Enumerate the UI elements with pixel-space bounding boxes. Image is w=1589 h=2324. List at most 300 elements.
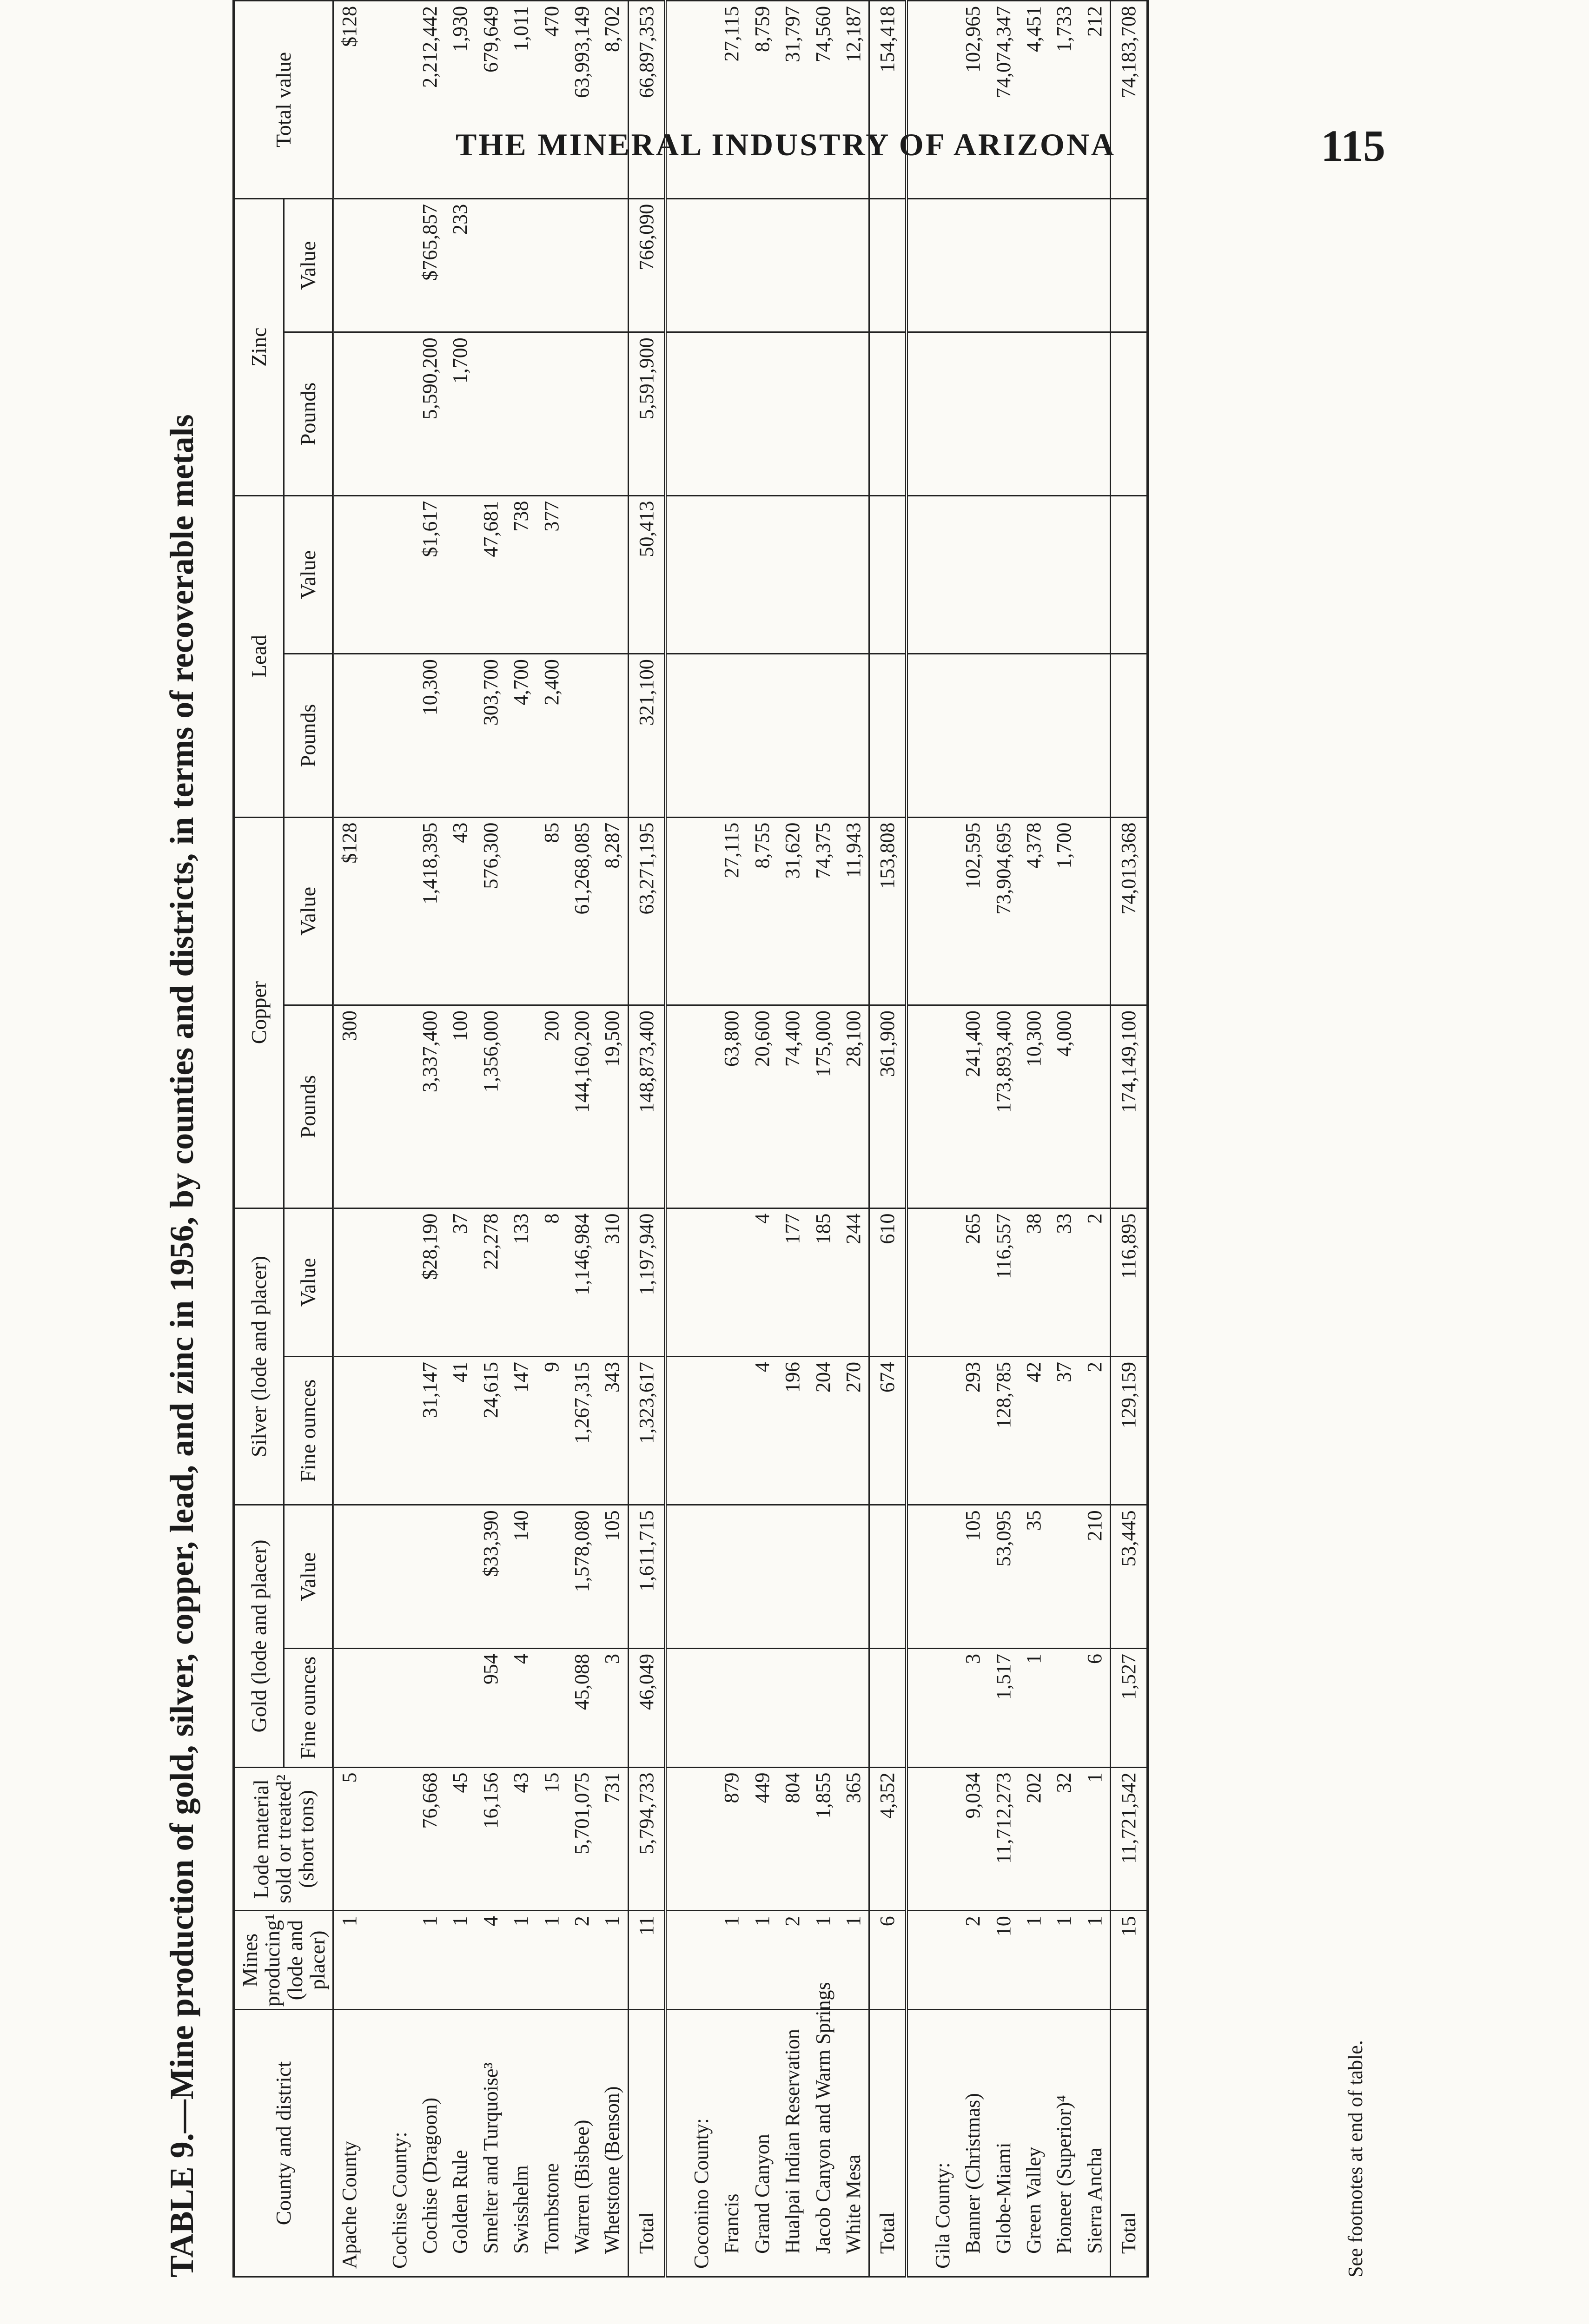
table-cell: 1 [747, 1911, 777, 2010]
table-cell: 35 [1019, 1505, 1049, 1649]
table-cell: 11,721,542 [1111, 1767, 1148, 1911]
table-cell [686, 1505, 716, 1649]
table-cell [333, 1649, 365, 1767]
table-cell: 2 [958, 1911, 988, 2010]
table-cell: 1,418,395 [415, 817, 445, 1005]
table-cell: 1,611,715 [628, 1505, 665, 1649]
col-county-header: County and district [234, 2010, 333, 2277]
row-label: Warren (Bisbee) [567, 2010, 597, 2277]
table-cell [686, 332, 716, 495]
table-cell [927, 495, 958, 654]
table-cell [988, 495, 1019, 654]
table-cell [958, 495, 988, 654]
table-cell: 1 [1079, 1767, 1111, 1911]
table-cell: 128,785 [988, 1356, 1019, 1505]
table-cell: $765,857 [415, 198, 445, 332]
table-row [597, 1, 628, 2277]
table-cell: 20,600 [747, 1005, 777, 1208]
table-title: TABLE 9.—Mine production of gold, silver, copper, lead, and zinc in 1956, by counties and districts, in terms of recoverable metals [163, 414, 200, 2278]
table-cell: 15 [536, 1767, 567, 1911]
table-cell [927, 332, 958, 495]
table-cell: 1,517 [988, 1649, 1019, 1767]
table-cell [1049, 1649, 1079, 1767]
table-cell [808, 654, 838, 817]
table-cell: 102,595 [958, 817, 988, 1005]
table-cell: 85 [536, 817, 567, 1005]
table-cell [1049, 1505, 1079, 1649]
table-cell [1019, 654, 1049, 817]
table-cell: 22,278 [476, 1208, 506, 1356]
row-label: Banner (Christmas) [958, 2010, 988, 2277]
table-cell: 377 [536, 495, 567, 654]
table-cell: 50,413 [628, 495, 665, 654]
table-row [445, 1, 475, 2277]
table-cell: 12,187 [838, 1, 869, 199]
table-cell: 879 [716, 1767, 747, 1911]
table-cell: 2 [567, 1911, 597, 2010]
row-label: Swisshelm [506, 2010, 536, 2277]
table-cell: 2 [777, 1911, 808, 2010]
table-cell [777, 198, 808, 332]
table-cell: 343 [597, 1356, 628, 1505]
gold-ounces-header: Fine ounces [284, 1649, 333, 1767]
table-cell: $28,190 [415, 1208, 445, 1356]
table-cell [536, 332, 567, 495]
table-cell [747, 495, 777, 654]
table-cell: 4 [747, 1208, 777, 1356]
table-cell: 47,681 [476, 495, 506, 654]
table-cell: 4,000 [1049, 1005, 1079, 1208]
table-cell: 1,011 [506, 1, 536, 199]
table-cell [958, 654, 988, 817]
table-cell [567, 198, 597, 332]
table-cell: 63,800 [716, 1005, 747, 1208]
table-row [567, 1, 597, 2277]
table-row [808, 1, 838, 2277]
table-cell: 1,855 [808, 1767, 838, 1911]
table-cell: 576,300 [476, 817, 506, 1005]
table-cell [838, 654, 869, 817]
table-cell [869, 654, 907, 817]
row-label: Tombstone [536, 2010, 567, 2277]
table-cell: 5 [333, 1767, 365, 1911]
table-cell [869, 198, 907, 332]
table-cell [747, 1505, 777, 1649]
table-cell [777, 332, 808, 495]
table-cell [536, 198, 567, 332]
table-cell [808, 1649, 838, 1767]
table-cell [716, 198, 747, 332]
table-cell [747, 654, 777, 817]
table-cell: 1 [1079, 1911, 1111, 2010]
table-cell [808, 495, 838, 654]
row-label: Total [628, 2010, 665, 2277]
table-cell: 177 [777, 1208, 808, 1356]
table-cell: 43 [506, 1767, 536, 1911]
table-cell: 45 [445, 1767, 475, 1911]
table-cell: 15 [1111, 1911, 1148, 2010]
table-cell [869, 495, 907, 654]
table-cell [686, 198, 716, 332]
table-cell: 1,323,617 [628, 1356, 665, 1505]
zinc-pounds-header: Pounds [284, 332, 333, 495]
table-cell [384, 1649, 415, 1767]
table-cell: 153,808 [869, 817, 907, 1005]
table-cell: 2,400 [536, 654, 567, 817]
table-cell: 1,733 [1049, 1, 1079, 199]
table-cell: 42 [1019, 1356, 1049, 1505]
table-cell [777, 495, 808, 654]
table-cell [333, 495, 365, 654]
table-cell [808, 332, 838, 495]
table-cell: 674 [869, 1356, 907, 1505]
table-cell [445, 495, 475, 654]
table-cell: 1,700 [445, 332, 475, 495]
table-cell [777, 654, 808, 817]
table-cell [384, 654, 415, 817]
table-cell [1079, 1005, 1111, 1208]
table-row [988, 1, 1019, 2277]
table-cell [567, 654, 597, 817]
table-cell [1049, 495, 1079, 654]
col-zinc-header: Zinc [234, 198, 284, 495]
table-cell: 1 [838, 1911, 869, 2010]
row-label: Sierra Ancha [1079, 2010, 1111, 2277]
table-cell: 45,088 [567, 1649, 597, 1767]
table-cell [838, 1649, 869, 1767]
table-cell [716, 1208, 747, 1356]
rotated-table-block [163, 0, 1395, 2278]
table-row [1049, 1, 1079, 2277]
row-label: Whetstone (Benson) [597, 2010, 628, 2277]
table-cell: 212 [1079, 1, 1111, 199]
table-cell [384, 1911, 415, 2010]
table-cell [958, 332, 988, 495]
table-cell [333, 1356, 365, 1505]
table-cell: 196 [777, 1356, 808, 1505]
table-cell [333, 1208, 365, 1356]
table-cell [597, 332, 628, 495]
table-cell: 9 [536, 1356, 567, 1505]
table-cell: 2 [1079, 1356, 1111, 1505]
table-cell [686, 1767, 716, 1911]
table-row [838, 1, 869, 2277]
table-cell: 11,712,273 [988, 1767, 1019, 1911]
row-label: Total [1111, 2010, 1148, 2277]
table-cell: 5,590,200 [415, 332, 445, 495]
table-cell: 1,700 [1049, 817, 1079, 1005]
table-cell: 1 [445, 1911, 475, 2010]
col-total-value-header: Total value [234, 1, 333, 199]
table-cell: 102,965 [958, 1, 988, 199]
table-cell [869, 1505, 907, 1649]
table-cell [716, 1505, 747, 1649]
table-row [958, 1, 988, 2277]
table-cell: 4,700 [506, 654, 536, 817]
table-row [333, 1, 365, 2277]
table-cell: 1 [1019, 1911, 1049, 2010]
table-cell: 1 [536, 1911, 567, 2010]
table-cell [597, 198, 628, 332]
table-cell: 74,183,708 [1111, 1, 1148, 199]
table-cell: 365 [838, 1767, 869, 1911]
table-cell [506, 1005, 536, 1208]
total-row [628, 1, 665, 2277]
table-cell [1111, 495, 1148, 654]
table-cell: 74,074,347 [988, 1, 1019, 199]
spacer-row [907, 1, 927, 2277]
row-label: Grand Canyon [747, 2010, 777, 2277]
table-cell [567, 495, 597, 654]
table-cell: 361,900 [869, 1005, 907, 1208]
table-cell [988, 332, 1019, 495]
row-label: Total [869, 2010, 907, 2277]
table-cell: 100 [445, 1005, 475, 1208]
table-row [716, 1, 747, 2277]
table-cell [927, 1, 958, 199]
table-cell: 63,993,149 [567, 1, 597, 199]
table-cell [384, 495, 415, 654]
table-cell: 4,378 [1019, 817, 1049, 1005]
table-cell [506, 817, 536, 1005]
col-gold-header: Gold (lode and placer) [234, 1505, 284, 1767]
table-cell: 28,100 [838, 1005, 869, 1208]
table-cell [1019, 332, 1049, 495]
table-cell [333, 1505, 365, 1649]
table-cell: 11,943 [838, 817, 869, 1005]
table-cell: 74,013,368 [1111, 817, 1148, 1005]
row-label: Globe-Miami [988, 2010, 1019, 2277]
table-cell [869, 1649, 907, 1767]
table-cell [927, 1208, 958, 1356]
table-cell [445, 1649, 475, 1767]
gold-value-header: Value [284, 1505, 333, 1649]
table-cell [384, 1767, 415, 1911]
table-cell: 210 [1079, 1505, 1111, 1649]
table-cell: 185 [808, 1208, 838, 1356]
table-cell: 1 [333, 1911, 365, 2010]
table-cell [716, 654, 747, 817]
table-cell: 3 [958, 1649, 988, 1767]
row-label: Golden Rule [445, 2010, 475, 2277]
table-cell: 2 [1079, 1208, 1111, 1356]
row-label: Cochise County: [384, 2010, 415, 2277]
table-cell [927, 1767, 958, 1911]
table-cell: 74,400 [777, 1005, 808, 1208]
table-cell: 116,557 [988, 1208, 1019, 1356]
table-row [927, 1, 958, 2277]
table-cell: 610 [869, 1208, 907, 1356]
table-cell: 4,352 [869, 1767, 907, 1911]
table-cell [1111, 654, 1148, 817]
table-cell [869, 332, 907, 495]
table-cell: 4 [747, 1356, 777, 1505]
table-cell: 16,156 [476, 1767, 506, 1911]
row-label: Apache County [333, 2010, 365, 2277]
col-silver-header: Silver (lode and placer) [234, 1208, 284, 1505]
table-cell [333, 198, 365, 332]
table-cell: 241,400 [958, 1005, 988, 1208]
copper-pounds-header: Pounds [284, 1005, 333, 1208]
table-cell: 244 [838, 1208, 869, 1356]
table-row [1019, 1, 1049, 2277]
table-cell [415, 1505, 445, 1649]
table-cell: 105 [958, 1505, 988, 1649]
table-cell: 303,700 [476, 654, 506, 817]
col-copper-header: Copper [234, 817, 284, 1208]
table-cell: 10,300 [1019, 1005, 1049, 1208]
col-lode-header: Lode material sold or treated² (short tons) [234, 1767, 333, 1911]
table-cell: 766,090 [628, 198, 665, 332]
table-cell [506, 332, 536, 495]
table-cell [988, 654, 1019, 817]
table-cell: 233 [445, 198, 475, 332]
table-cell: 173,893,400 [988, 1005, 1019, 1208]
table-cell: 1,527 [1111, 1649, 1148, 1767]
row-label: Green Valley [1019, 2010, 1049, 2277]
table-cell: 5,591,900 [628, 332, 665, 495]
table-cell: 1 [716, 1911, 747, 2010]
table-cell [333, 332, 365, 495]
table-cell [597, 495, 628, 654]
table-cell: 804 [777, 1767, 808, 1911]
table-cell: 140 [506, 1505, 536, 1649]
table-cell: 10 [988, 1911, 1019, 2010]
running-header: THE MINERAL INDUSTRY OF ARIZONA [455, 127, 1116, 162]
table-cell: 174,149,100 [1111, 1005, 1148, 1208]
table-cell: 954 [476, 1649, 506, 1767]
table-cell: 38 [1019, 1208, 1049, 1356]
row-label: Coconino County: [686, 2010, 716, 2277]
table-cell: 8 [536, 1208, 567, 1356]
table-cell [597, 654, 628, 817]
table-cell: 46,049 [628, 1649, 665, 1767]
table-cell: 449 [747, 1767, 777, 1911]
table-cell: 4 [476, 1911, 506, 2010]
table-cell [333, 654, 365, 817]
table-cell: 1 [1049, 1911, 1079, 2010]
table-cell [747, 332, 777, 495]
silver-ounces-header: Fine ounces [284, 1356, 333, 1505]
table-cell [808, 198, 838, 332]
table-cell: 31,620 [777, 817, 808, 1005]
table-cell: 470 [536, 1, 567, 199]
table-cell [777, 1649, 808, 1767]
row-label: Pioneer (Superior)⁴ [1049, 2010, 1079, 2277]
table-cell [384, 1005, 415, 1208]
table-cell: 1,146,984 [567, 1208, 597, 1356]
table-row [1079, 1, 1111, 2277]
table-cell: 147 [506, 1356, 536, 1505]
table-cell: 105 [597, 1505, 628, 1649]
table-cell: 66,897,353 [628, 1, 665, 199]
table-cell [838, 198, 869, 332]
lead-value-header: Value [284, 495, 333, 654]
table-cell: 1 [1019, 1649, 1049, 1767]
table-cell: $33,390 [476, 1505, 506, 1649]
table-cell [927, 654, 958, 817]
table-cell: 731 [597, 1767, 628, 1911]
table-cell [536, 1649, 567, 1767]
table-cell: 8,759 [747, 1, 777, 199]
table-row [415, 1, 445, 2277]
lead-pounds-header: Pounds [284, 654, 333, 817]
table-cell: 37 [445, 1208, 475, 1356]
table-cell: 1,578,080 [567, 1505, 597, 1649]
table-cell: 2,212,442 [415, 1, 445, 199]
table-cell: 321,100 [628, 654, 665, 817]
table-cell [1079, 332, 1111, 495]
table-cell: 53,095 [988, 1505, 1019, 1649]
table-cell: 154,418 [869, 1, 907, 199]
table-cell: 175,000 [808, 1005, 838, 1208]
row-label: Gila County: [927, 2010, 958, 2277]
table-cell [927, 1911, 958, 2010]
table-cell [927, 198, 958, 332]
table-cell [808, 1505, 838, 1649]
table-cell: 5,794,733 [628, 1767, 665, 1911]
table-cell [927, 1649, 958, 1767]
table-cell: 27,115 [716, 1, 747, 199]
table-cell: 310 [597, 1208, 628, 1356]
table-cell [686, 1356, 716, 1505]
table-body [333, 1, 1148, 2277]
table-cell: 9,034 [958, 1767, 988, 1911]
table-cell [686, 1005, 716, 1208]
row-label: Smelter and Turquoise³ [476, 2010, 506, 2277]
table-cell [927, 1005, 958, 1208]
table-cell [1019, 198, 1049, 332]
table-cell: 3,337,400 [415, 1005, 445, 1208]
table-cell: 5,701,075 [567, 1767, 597, 1911]
row-label: Jacob Canyon and Warm Springs [808, 2010, 838, 2277]
table-cell: 63,271,195 [628, 817, 665, 1005]
table-cell [747, 198, 777, 332]
row-label: Hualpai Indian Reservation [777, 2010, 808, 2277]
table-cell: 4,451 [1019, 1, 1049, 199]
table-cell: 133 [506, 1208, 536, 1356]
table-cell [476, 332, 506, 495]
table-cell [686, 1, 716, 199]
table-cell: 32 [1049, 1767, 1079, 1911]
table-cell: 53,445 [1111, 1505, 1148, 1649]
table-cell: 202 [1019, 1767, 1049, 1911]
table-cell [716, 1649, 747, 1767]
row-label: White Mesa [838, 2010, 869, 2277]
table-cell [415, 1649, 445, 1767]
table-cell [384, 332, 415, 495]
table-cell [506, 198, 536, 332]
table-cell [838, 495, 869, 654]
silver-value-header: Value [284, 1208, 333, 1356]
table-cell [1079, 495, 1111, 654]
table-row [777, 1, 808, 2277]
table-cell [927, 1356, 958, 1505]
table-cell: 738 [506, 495, 536, 654]
table-cell: 270 [838, 1356, 869, 1505]
table-cell: 6 [869, 1911, 907, 2010]
table-cell: 11 [628, 1911, 665, 2010]
table-cell [445, 1505, 475, 1649]
table-cell [536, 1505, 567, 1649]
table-row [476, 1, 506, 2277]
table-cell [747, 1649, 777, 1767]
table-cell: 204 [808, 1356, 838, 1505]
table-cell [686, 495, 716, 654]
table-row [506, 1, 536, 2277]
table-cell [384, 1356, 415, 1505]
table-cell [838, 1505, 869, 1649]
